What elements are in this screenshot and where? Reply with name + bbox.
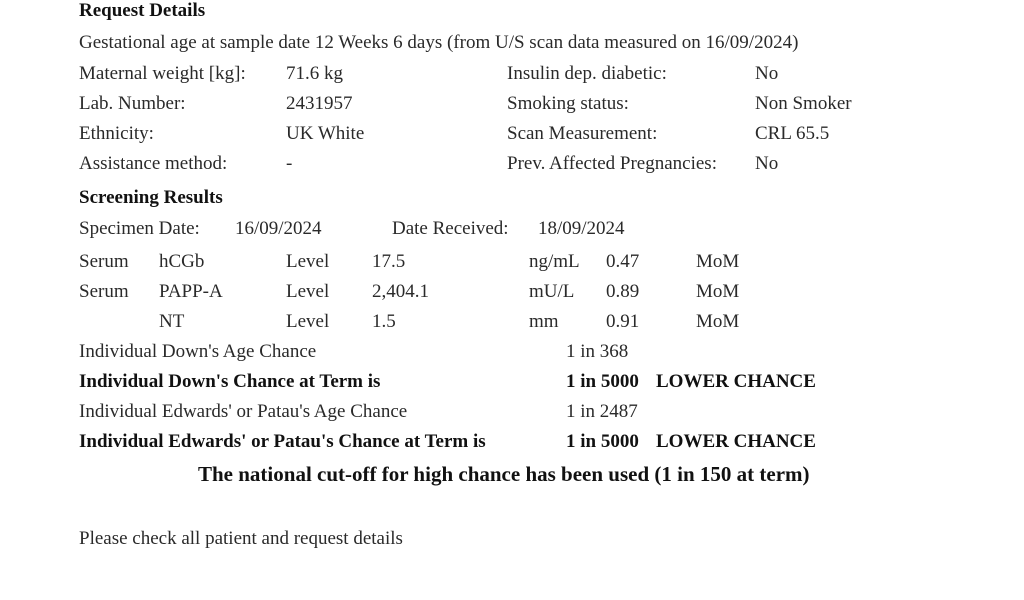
assistance-method-label: Assistance method:: [79, 153, 228, 174]
specimen-date-value: 16/09/2024: [235, 218, 322, 239]
edwards-patau-term-chance-value: 1 in 5000: [566, 431, 639, 452]
lab-number-value: 2431957: [286, 93, 353, 114]
assistance-method-value: -: [286, 153, 293, 174]
downs-term-chance-result: LOWER CHANCE: [656, 371, 816, 392]
scan-measurement-value: CRL 65.5: [755, 123, 830, 144]
marker-sample: Serum: [79, 281, 129, 302]
downs-age-chance-value: 1 in 368: [566, 341, 629, 362]
marker-mom: 0.91: [606, 311, 640, 332]
gestational-age-line: Gestational age at sample date 12 Weeks 6 days (from U/S scan data measured on 16/09/2024): [79, 32, 799, 53]
edwards-patau-term-chance-result: LOWER CHANCE: [656, 431, 816, 452]
edwards-patau-term-chance-label: Individual Edwards' or Patau's Chance at Term is: [79, 431, 486, 452]
marker-mom: 0.47: [606, 251, 640, 272]
date-received-label: Date Received:: [392, 218, 509, 239]
insulin-diabetic-label: Insulin dep. diabetic:: [507, 63, 667, 84]
marker-name: NT: [159, 311, 185, 332]
prev-affected-pregnancies-label: Prev. Affected Pregnancies:: [507, 153, 717, 174]
marker-mom-label: MoM: [696, 311, 740, 332]
lab-number-label: Lab. Number:: [79, 93, 186, 114]
date-received-value: 18/09/2024: [538, 218, 625, 239]
maternal-weight-value: 71.6 kg: [286, 63, 343, 84]
maternal-weight-label: Maternal weight [kg]:: [79, 63, 246, 84]
marker-unit: ng/mL: [529, 251, 580, 272]
marker-name: PAPP-A: [159, 281, 223, 302]
marker-mom: 0.89: [606, 281, 640, 302]
marker-value: 1.5: [372, 311, 396, 332]
marker-type: Level: [286, 281, 330, 302]
marker-mom-label: MoM: [696, 281, 740, 302]
request-details-heading: Request Details: [79, 0, 206, 21]
edwards-patau-age-chance-label: Individual Edwards' or Patau's Age Chance: [79, 401, 408, 422]
ethnicity-value: UK White: [286, 123, 365, 144]
smoking-status-value: Non Smoker: [755, 93, 852, 114]
screening-results-heading: Screening Results: [79, 187, 223, 208]
marker-sample: Serum: [79, 251, 129, 272]
footer-note: Please check all patient and request details: [79, 528, 403, 549]
marker-name: hCGb: [159, 251, 205, 272]
edwards-patau-age-chance-value: 1 in 2487: [566, 401, 638, 422]
downs-term-chance-label: Individual Down's Chance at Term is: [79, 371, 381, 392]
insulin-diabetic-value: No: [755, 63, 779, 84]
marker-value: 2,404.1: [372, 281, 429, 302]
marker-mom-label: MoM: [696, 251, 740, 272]
marker-type: Level: [286, 251, 330, 272]
downs-age-chance-label: Individual Down's Age Chance: [79, 341, 317, 362]
scan-measurement-label: Scan Measurement:: [507, 123, 658, 144]
national-cutoff-note: The national cut-off for high chance has been used (1 in 150 at term): [198, 462, 810, 486]
marker-unit: mU/L: [529, 281, 575, 302]
marker-type: Level: [286, 311, 330, 332]
specimen-date-label: Specimen Date:: [79, 218, 200, 239]
prev-affected-pregnancies-value: No: [755, 153, 779, 174]
marker-unit: mm: [529, 311, 559, 332]
smoking-status-label: Smoking status:: [507, 93, 629, 114]
marker-value: 17.5: [372, 251, 406, 272]
ethnicity-label: Ethnicity:: [79, 123, 154, 144]
downs-term-chance-value: 1 in 5000: [566, 371, 639, 392]
